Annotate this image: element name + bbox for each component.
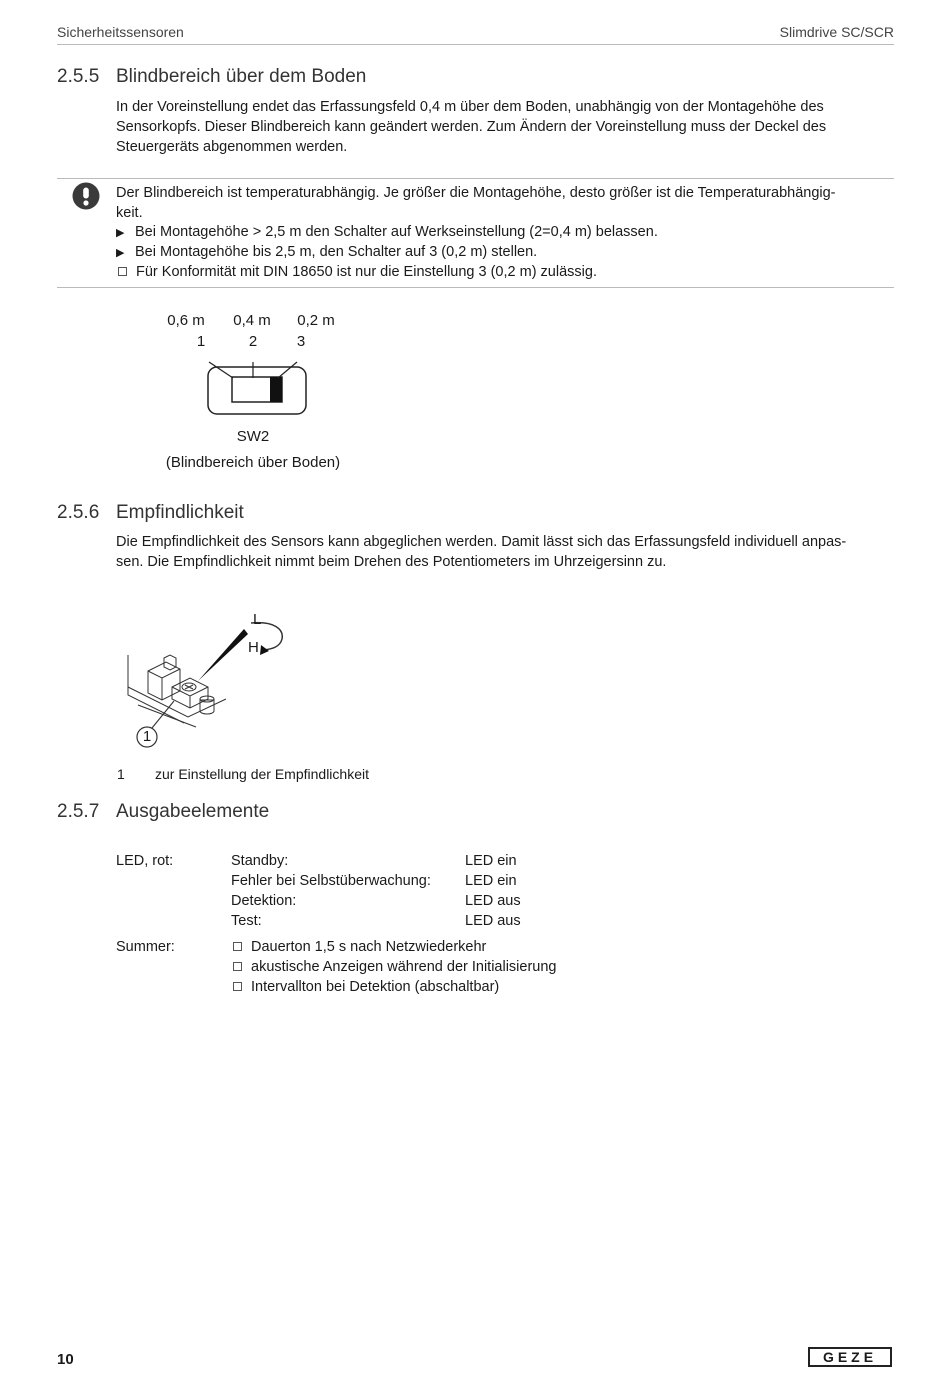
summer-item-text: akustische Anzeigen während der Initialisierung — [251, 959, 557, 975]
section-body — [116, 97, 896, 157]
header-rule — [57, 44, 894, 45]
position-label: 1 — [196, 333, 206, 350]
summer-label: Summer: — [116, 939, 175, 955]
legend-text: zur Einstellung der Empfindlichkeit — [155, 766, 369, 782]
page-number: 10 — [57, 1351, 74, 1368]
square-bullet-icon — [233, 942, 242, 951]
arrow-bullet-icon: ▶ — [116, 227, 125, 239]
bullet-text: Bei Montagehöhe > 2,5 m den Schalter auf Werkseinstellung (2=0,4 m) belassen. — [135, 224, 658, 240]
square-bullet-icon — [233, 962, 242, 971]
summer-item-text: Dauerton 1,5 s nach Netzwiederkehr — [251, 939, 487, 955]
summer-item — [231, 957, 557, 977]
section-title: Empfindlichkeit — [116, 502, 244, 523]
section-title: Ausgabeelemente — [116, 801, 270, 822]
body-text: sen. Die Empfindlichkeit nimmt beim Drehen des Potentiometers im Uhrzeigersinn zu. — [116, 554, 667, 570]
fig-label-H: H — [248, 639, 259, 656]
summer-item-text: Intervallton bei Detektion (abschaltbar) — [251, 979, 500, 995]
note-text-cont: keit. — [116, 205, 143, 221]
height-label: 0,6 m — [167, 312, 205, 329]
header-right: Slimdrive SC/SCR — [779, 24, 894, 40]
led-state: Fehler bei Selbstüberwachung: — [231, 873, 431, 889]
note-bullet — [116, 242, 537, 263]
section-number: 2.5.6 — [57, 502, 100, 523]
legend-number: 1 — [117, 766, 125, 782]
section-number: 2.5.5 — [57, 66, 100, 87]
square-bullet-icon — [233, 982, 242, 991]
led-value: LED aus — [465, 913, 521, 929]
led-state: Standby: — [231, 853, 289, 869]
summer-item — [231, 977, 499, 997]
led-state: Detektion: — [231, 893, 297, 909]
bullet-text: Bei Montagehöhe bis 2,5 m, den Schalter auf 3 (0,2 m) stellen. — [135, 244, 538, 260]
height-label: 0,2 m — [297, 312, 335, 329]
switch-name: SW2 — [236, 428, 270, 445]
note-text: Der Blindbereich ist temperaturabhängig. Je größer die Montagehöhe, desto größer ist die Temperaturabhängig- — [116, 185, 836, 201]
led-value: LED aus — [465, 893, 521, 909]
led-value: LED ein — [465, 873, 517, 889]
led-state: Test: — [231, 913, 262, 929]
warning-icon — [72, 182, 100, 210]
section-title: Blindbereich über dem Boden — [116, 66, 367, 87]
square-bullet-icon — [118, 267, 127, 276]
note-rule-bottom — [57, 287, 894, 288]
fig-label-L: L — [253, 611, 262, 628]
body-text: Die Empfindlichkeit des Sensors kann abgeglichen werden. Damit lässt sich das Erfassungsfeld individuell anpas- — [116, 534, 847, 550]
geze-logo: GEZE — [808, 1347, 892, 1367]
led-value: LED ein — [465, 853, 517, 869]
position-label: 2 — [248, 333, 258, 350]
section-number: 2.5.7 — [57, 801, 100, 822]
summer-item — [231, 937, 486, 957]
note-bullet — [116, 262, 597, 282]
header-left: Sicherheitssensoren — [57, 24, 184, 40]
arrow-bullet-icon: ▶ — [116, 247, 125, 259]
bullet-text: Für Konformität mit DIN 18650 ist nur die Einstellung 3 (0,2 m) zulässig. — [136, 264, 597, 280]
height-label: 0,4 m — [233, 312, 271, 329]
callout-number: 1 — [142, 728, 152, 745]
dip-switch-diagram — [200, 352, 315, 420]
body-text: In der Voreinstellung endet das Erfassungsfeld 0,4 m über dem Boden, unabhängig von der Montagehöhe des Sensorkopfs. Dieser Blindbereich kann geändert werden. Zum Ändern der Voreinstellung muss der Deckel des Steuergeräts abgenommen werden. — [116, 99, 827, 155]
switch-caption: (Blindbereich über Boden) — [165, 454, 341, 471]
position-label: 3 — [296, 333, 306, 350]
led-label: LED, rot: — [116, 853, 174, 869]
note-rule-top — [57, 178, 894, 179]
note-bullet — [116, 222, 658, 243]
